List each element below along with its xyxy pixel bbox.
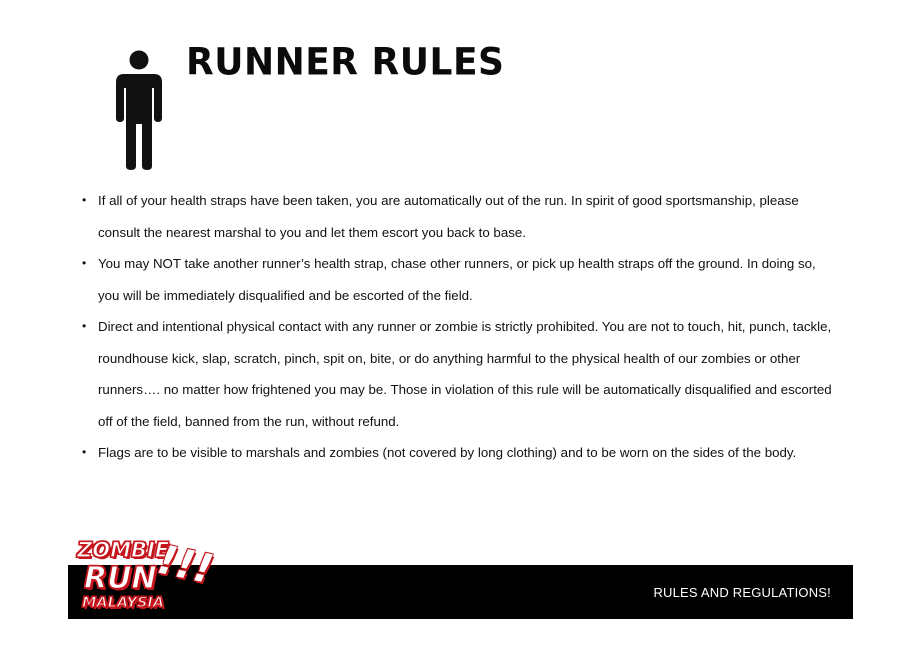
rule-text: Direct and intentional physical contact with any runner or zombie is strictly prohibited. You are not to touch, hit, punch, tackle, roundhouse kick, slap, scratch, pinch, spit on, bite, or do anything harmful to the physical health of our zombies or other runners…. no matter how frightened you may be. Those in violation of this rule will be automatically disqualified and escorted off of the field, banned from the run, without refund. xyxy=(98,319,832,429)
rule-text: Flags are to be visible to marshals and zombies (not covered by long clothing) and to be worn on the sides of the body. xyxy=(98,445,797,460)
bullet-icon: • xyxy=(82,445,87,459)
bullet-icon: • xyxy=(82,193,87,207)
logo-line-run: RUN xyxy=(84,561,157,596)
rule-item xyxy=(78,437,838,469)
rules-list xyxy=(78,185,838,469)
logo-line-malaysia: MALAYSIA xyxy=(82,595,165,611)
person-icon xyxy=(112,50,166,170)
logo-line-zombie: ZOMBIE xyxy=(77,538,170,562)
logo-exclaim: !!! xyxy=(153,536,217,594)
rule-item xyxy=(78,311,838,437)
zombie-run-logo xyxy=(74,534,217,618)
bullet-icon: • xyxy=(82,319,87,333)
bullet-icon: • xyxy=(82,256,87,270)
rule-item xyxy=(78,248,838,311)
rule-text: If all of your health straps have been taken, you are automatically out of the run. In spirit of good sportsmanship, please consult the nearest marshal to you and let them escort you back to base. xyxy=(98,193,799,240)
page-title: RUNNER RULES xyxy=(186,40,505,85)
footer-label: RULES AND REGULATIONS! xyxy=(653,585,831,600)
rule-text: You may NOT take another runner’s health strap, chase other runners, or pick up health straps off the ground. In doing so, you will be immediately disqualified and be escorted of the field. xyxy=(98,256,816,303)
rule-item xyxy=(78,185,838,248)
